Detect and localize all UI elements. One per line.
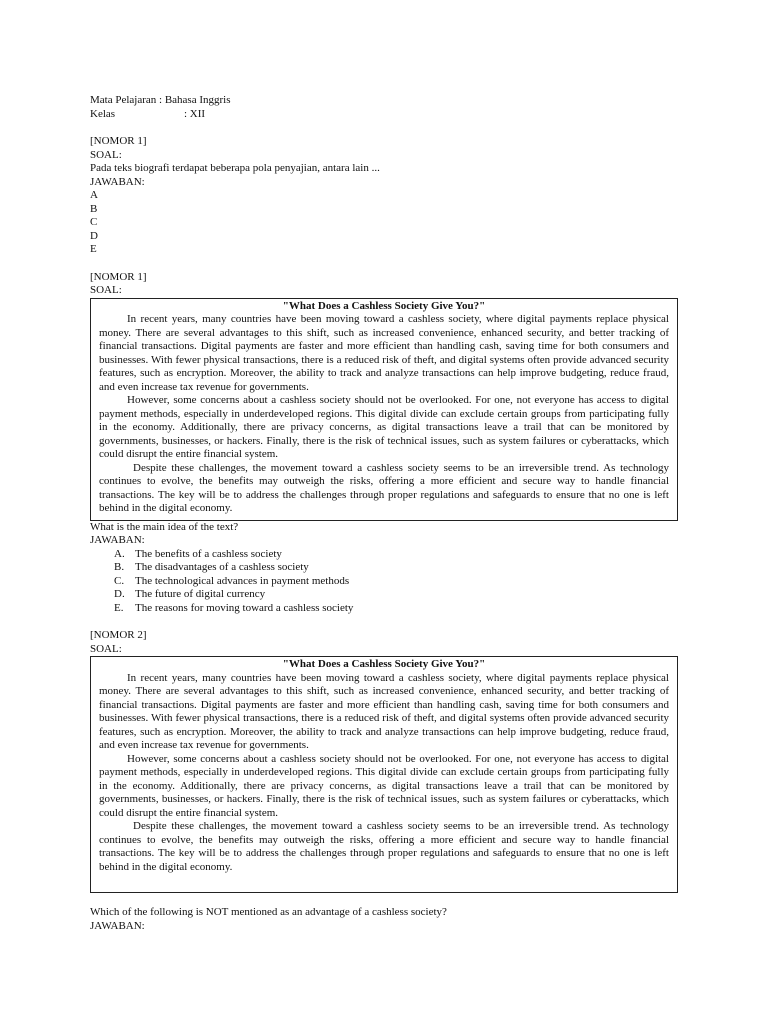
question-text: What is the main idea of the text? [90,520,239,533]
answer-label: JAWABAN: [90,534,145,546]
passage-paragraph-1: In recent years, many countries have been moving toward a cashless society, where digital payments replace physical money. There are several advantages to this shift, such as increased convenience, enhanced security, and better tracking of financial transactions. Digital payments are faster and more efficient than handling cash, saving time for both consumers and businesses. With fewer physical transactions, there is a reduced risk of theft, and digital systems often provide advanced security features, such as encryption. Moreover, the ability to track and analyze transactions can help improve budgeting, reduce fraud, and even increase tax revenue for governments. [99,313,669,393]
option-e: E. The reasons for moving toward a cashless society [114,601,354,614]
passage-paragraph-2: However, some concerns about a cashless society should not be overlooked. For one, not everyone has access to digital payment methods, especially in underdeveloped regions. This digital divide can exclude certain groups from participating fully in the economy. Additionally, there are privacy concerns, as digital transactions leave a trail that can be monitored by governments, businesses, or hackers. Finally, there is the risk of technical issues, such as system failures or cyberattacks, which could disrupt the entire financial system. [99,752,669,819]
passage-paragraph-3: Despite these challenges, the movement toward a cashless society seems to be an irreversible trend. As technology continues to evolve, the benefits may outweigh the risks, offering a more efficient and secure way to handle financial transactions. The key will be to address the challenges through proper regulations and safeguards to ensure that no one is left behind in the digital economy. [99,461,669,514]
reading-passage-box [90,298,678,521]
question-number: [NOMOR 1] [90,270,147,283]
option-d: D. The future of digital currency [114,588,266,600]
option-a: A [90,189,98,201]
soal-label: SOAL: [90,148,122,161]
reading-passage-box [90,656,678,893]
question-number: [NOMOR 1] [90,135,147,147]
passage-paragraph-3: Despite these challenges, the movement toward a cashless society seems to be an irreversible trend. As technology continues to evolve, the benefits may outweigh the risks, offering a more efficient and secure way to handle financial transactions. The key will be to address the challenges through proper regulations and safeguards to ensure that no one is left behind in the digital economy. [99,820,669,873]
question-text: Which of the following is NOT mentioned as an advantage of a cashless society? [90,906,447,918]
class-value: : XII [184,107,206,120]
answer-label: JAWABAN: [90,175,145,188]
option-e: E [90,243,97,255]
passage-paragraph-2: However, some concerns about a cashless society should not be overlooked. For one, not everyone has access to digital payment methods, especially in underdeveloped regions. This digital divide can exclude certain groups from participating fully in the economy. Additionally, there are privacy concerns, as digital transactions leave a trail that can be monitored by governments, businesses, or hackers. Finally, there is the risk of technical issues, such as system failures or cyberattacks, which could disrupt the entire financial system. [99,394,669,460]
passage-title: "What Does a Cashless Society Give You?" [282,658,486,670]
subject-line: Mata Pelajaran : Bahasa Inggris [90,94,231,106]
document-page [90,94,680,933]
option-b: B [90,202,98,215]
option-c: C. The technological advances in payment methods [114,574,350,587]
option-b: B. The disadvantages of a cashless society [114,561,309,573]
option-d: D [90,229,98,242]
option-a: A. The benefits of a cashless society [114,547,282,560]
passage-title: "What Does a Cashless Society Give You?" [282,299,486,312]
question-number: [NOMOR 2] [90,629,147,641]
soal-label: SOAL: [90,642,122,655]
answer-options [90,548,680,616]
answer-label: JAWABAN: [90,919,145,932]
class-key: Kelas [90,107,116,120]
option-c: C [90,216,98,228]
passage-paragraph-1: In recent years, many countries have been moving toward a cashless society, where digital payments replace physical money. There are several advantages to this shift, such as increased convenience, enhanced security, and better tracking of financial transactions. Digital payments are faster and more efficient than handling cash, saving time for both consumers and businesses. With fewer physical transactions, there is a reduced risk of theft, and digital systems often provide advanced security features, such as encryption. Moreover, the ability to track and analyze transactions can help improve budgeting, reduce fraud, and even increase tax revenue for governments. [99,671,669,751]
soal-label: SOAL: [90,284,122,296]
class-line [90,108,680,122]
question-text: Pada teks biografi terdapat beberapa pola penyajian, antara lain ... [90,162,380,174]
